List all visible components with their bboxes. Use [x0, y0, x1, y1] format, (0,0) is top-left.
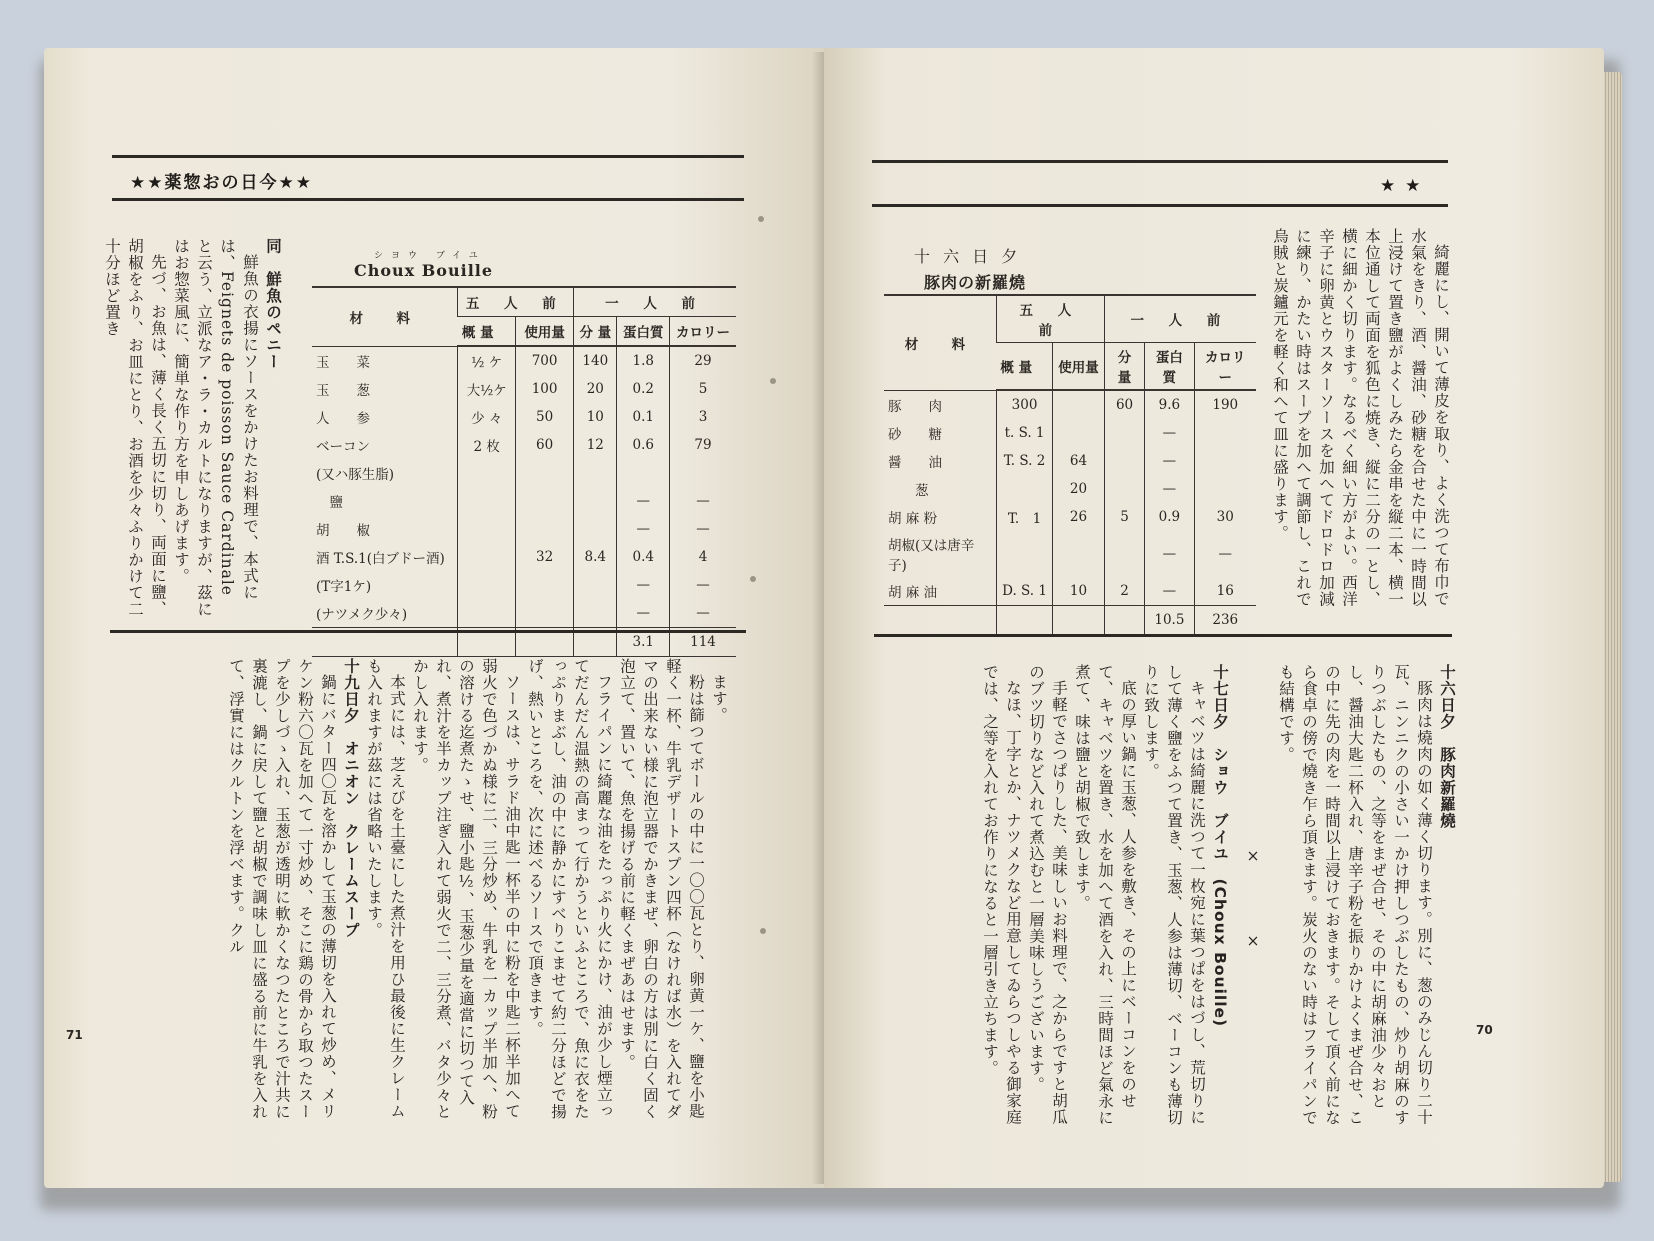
table-cell: — — [1145, 419, 1194, 447]
table-cell — [1104, 447, 1144, 475]
table-cell: 玉 菜 — [316, 354, 370, 371]
table-cell: — — [617, 599, 670, 628]
table-cell: — — [617, 487, 670, 515]
paragraph: 本式には、芝えびを土臺にした煮汁を用ひ最後に生クレームも入れますが茲には省略いたします。 — [365, 658, 406, 1119]
paragraph: ソースは、サラド油中匙一杯半の中に粉を中匙二杯半加へて弱火で色づかぬ様に二、三分炒め、牛乳を一カップ半加へ、粉の溶ける迄煮たゝせ、鹽小匙½、玉葱少量を適當に切つて入れ、煮汁を半カップ注ぎ入れて弱火で二、三分煮、バタ少々とかし入れます。 — [411, 658, 521, 1120]
table-cell: 20 — [574, 375, 617, 403]
table-cell — [884, 606, 996, 635]
table-cell: D. S. 1 — [996, 577, 1052, 606]
table-cell — [996, 531, 1052, 577]
table-cell: 300 — [996, 390, 1052, 419]
staple-hole — [750, 576, 756, 582]
table-row — [312, 346, 736, 375]
table-cell: 60 — [1104, 390, 1144, 419]
table-cell — [1194, 419, 1256, 447]
table-cell: (T字1ケ) — [316, 579, 372, 595]
col-approx: 概 量 — [996, 343, 1052, 391]
table-cell — [458, 543, 516, 571]
table-cell: 236 — [1194, 606, 1256, 635]
table-cell: 26 — [1053, 503, 1105, 531]
table-cell: 0.6 — [617, 431, 670, 459]
paragraph: 豚肉は燒肉の如く薄く切ります。別に、葱のみじん切り二十瓦、ニンニクの小さい一かけ押しつぶしたもの、炒り胡麻のすりつぶしたもの、之等をまぜ合せ、その中に胡麻油少々おとし、醤油大匙二杯入れ、唐辛子粉を振りかけよくまぜ合せ、この中に先の肉を一時間以上浸けておきます。そして頂く前になら食卓の傍で燒き乍ら頂きます。炭火のない時はフライパンでも結構です。 — [1277, 664, 1433, 1126]
table-cell — [996, 606, 1052, 635]
col-one-serving: 一 人 前 — [1104, 295, 1256, 343]
col-calorie: カロリー — [670, 317, 736, 347]
table-cell — [1053, 606, 1105, 635]
table-row — [884, 419, 1256, 447]
table-cell — [458, 459, 516, 487]
left-page — [44, 48, 824, 1188]
table-row — [884, 475, 1256, 503]
section-divider: × × — [1244, 847, 1262, 951]
table-cell: T. S. 2 — [996, 447, 1052, 475]
table-row — [312, 375, 736, 403]
col-ingredients: 材 料 — [884, 295, 996, 390]
table-cell — [1053, 419, 1105, 447]
table-cell — [1053, 531, 1105, 577]
table-cell: 少 々 — [458, 403, 516, 431]
table-cell: — — [1145, 475, 1194, 503]
paragraph: 手軽でさつぱりした、美味しいお料理で、之からですと胡瓜のブツ切りなど入れて煮込むと一層美味しうございます。 — [1027, 664, 1068, 1125]
table-cell: 3 — [670, 403, 736, 431]
table-cell — [1104, 419, 1144, 447]
table-cell: 700 — [516, 346, 574, 375]
middle-rule — [110, 630, 746, 633]
table-cell — [458, 487, 516, 515]
table-cell: 60 — [516, 431, 574, 459]
table-cell: 0.9 — [1145, 503, 1194, 531]
table-cell — [458, 599, 516, 628]
table-cell: 10 — [574, 403, 617, 431]
col-portion: 分 量 — [574, 317, 617, 347]
table-body — [884, 390, 1256, 635]
header-rule-bottom — [112, 198, 744, 201]
table-cell — [574, 459, 617, 487]
col-use: 使用量 — [516, 317, 574, 347]
table-cell: 79 — [670, 431, 736, 459]
table-cell: — — [670, 599, 736, 628]
table-title: 豚肉の新羅燒 — [924, 273, 1027, 292]
paragraph: 粉は篩つてボールの中に一〇〇瓦とり、卵黄一ケ、鹽を小匙軽く一杯、牛乳デザートスプン四杯（なければ水）を入れてダマの出来ない様に泡立器でかきまぜ、卵白の方は別に白く固く泡立て、置いて、魚を揚げる前に軽くまぜあはせます。 — [618, 658, 705, 1120]
table-row — [312, 571, 736, 599]
table-row — [312, 543, 736, 571]
page-number: 70 — [1476, 1023, 1493, 1037]
table-cell: 砂 糖 — [888, 427, 942, 443]
header-rule-top — [112, 155, 744, 158]
table-cell: 29 — [670, 346, 736, 375]
table-cell — [574, 515, 617, 543]
table-cell: 豚 肉 — [888, 398, 942, 415]
table-cell — [458, 515, 516, 543]
table-cell: T. 1 — [996, 503, 1052, 531]
table-cell: 5 — [670, 375, 736, 403]
paragraph: 鮮魚の衣揚にソースをかけたお料理で、本式には、Feignets de poisson Sauce Cardinale と云う、立派なア・ラ・カルトになりますが、茲にはお惣菜風に、簡単な作り方を申しあげます。 — [172, 238, 259, 618]
table-cell — [996, 475, 1052, 503]
table-title-ruby: シヨウ ブイユ — [374, 251, 486, 261]
table-cell: 醤 油 — [888, 455, 942, 471]
table-cell: 大½ケ — [458, 375, 516, 403]
table-cell — [1104, 475, 1144, 503]
section-heading: 十九日夕 オニオン クレームスープ — [342, 658, 360, 939]
table-cell: 30 — [1194, 503, 1256, 531]
page-header-title: ★★薬惣おの日今★★ — [130, 173, 313, 193]
col-approx: 概 量 — [458, 317, 516, 347]
col-protein: 蛋白質 — [617, 317, 670, 347]
table-cell: 葱 — [888, 483, 929, 499]
table-title: Choux Bouille — [354, 261, 494, 280]
table-cell: — — [1145, 447, 1194, 475]
table-cell: 鹽 — [316, 495, 343, 511]
table-cell: — — [1145, 531, 1194, 577]
table-cell: 3.1 — [617, 628, 670, 657]
table-cell — [574, 571, 617, 599]
section-heading: 同 鮮魚のペニー — [264, 238, 282, 370]
table-row — [884, 531, 1256, 577]
paragraph: ます。 — [710, 673, 728, 723]
table-cell: (ナツメク少々) — [316, 607, 408, 623]
table-cell: 1.8 — [617, 346, 670, 375]
table-row — [312, 459, 736, 487]
col-protein: 蛋白質 — [1145, 343, 1194, 391]
table-cell — [574, 599, 617, 628]
table-cell: 12 — [574, 431, 617, 459]
table-cell — [617, 459, 670, 487]
table-cell — [1194, 475, 1256, 503]
table-row — [884, 503, 1256, 531]
paragraph: 底の厚い鍋に玉葱、人参を敷き、その上にベーコンをのせて、キャベツを置き、水を加へて酒を入れ、三時間ほど氣永に煮て、味は鹽と胡椒で致します。 — [1073, 664, 1137, 1126]
paragraph: なほ、丁字とか、ナツメクなど用意してゐらつしやる御家庭では、之等を入れてお作りになると一層引き立ちます。 — [981, 664, 1022, 1125]
table-row — [312, 431, 736, 459]
right-page — [824, 48, 1604, 1188]
right-top-text-column — [1271, 228, 1452, 618]
table-cell — [516, 599, 574, 628]
table-cell — [516, 487, 574, 515]
header-rule-bottom — [872, 204, 1448, 207]
paragraph: 鍋にバター四〇瓦を溶かして玉葱の薄切を入れて炒め、メリケン粉六〇瓦を加へて一寸炒め、そこに鶏の骨から取つたスープを少しづゝ入れ、玉葱が透明に軟かくなつたところで汁共に裏漉し、鍋に戻して鹽と胡椒で調味し皿に盛る前に牛乳を入れて、浮實にはクルトンを浮べます。クル — [227, 658, 337, 1120]
table-cell: — — [1194, 531, 1256, 577]
table-body — [312, 346, 736, 657]
table-cell: 100 — [516, 375, 574, 403]
table-cell: 32 — [516, 543, 574, 571]
table-cell: 10.5 — [1145, 606, 1194, 635]
table-row — [884, 606, 1256, 635]
table-cell: 4 — [670, 543, 736, 571]
table-cell: 人 参 — [316, 411, 370, 427]
middle-rule — [874, 634, 1452, 637]
table-cell: 2 — [1104, 577, 1144, 606]
col-ingredients: 材 料 — [312, 287, 458, 346]
table-row — [312, 487, 736, 515]
table-cell — [574, 487, 617, 515]
left-top-text-column — [103, 238, 284, 618]
table-cell: 114 — [670, 628, 736, 657]
table-cell: (又ハ豚生脂) — [316, 467, 395, 483]
table-row — [312, 599, 736, 628]
paragraph: キャベツは綺麗に洗つて一枚宛に葉つぱをはづし、荒切りにして薄く鹽をふつて置き、玉葱、人参は薄切、ベーコンも薄切りに致します。 — [1142, 664, 1206, 1126]
table-cell: 胡 椒 — [316, 523, 370, 539]
section-heading: 十六日夕 豚肉新羅燒 — [1438, 664, 1456, 829]
table-cell: 10 — [1053, 577, 1105, 606]
table-cell — [1104, 531, 1144, 577]
table-cell: 玉 葱 — [316, 383, 370, 399]
paragraph: 先づ、お魚は、薄く長く五切に切り、両面に鹽、胡椒をふり、お皿にとり、お酒を少々ふりかけて二十分ほど置き — [103, 238, 167, 618]
table-cell: 胡椒(又は唐辛子) — [888, 538, 975, 574]
table-cell: 190 — [1194, 390, 1256, 419]
table-cell: 酒 T.S.1(白ブドー酒) — [316, 551, 445, 567]
nutrition-table — [312, 286, 736, 657]
table-cell: — — [670, 515, 736, 543]
table-cell: 5 — [1104, 503, 1144, 531]
staple-hole — [758, 216, 764, 222]
table-cell: ベーコン — [316, 439, 370, 455]
staple-hole — [770, 378, 776, 384]
page-number: 71 — [66, 1028, 83, 1042]
table-cell: 20 — [1053, 475, 1105, 503]
col-portion: 分 量 — [1104, 343, 1144, 391]
nutrition-table — [884, 294, 1256, 635]
table-cell: 140 — [574, 346, 617, 375]
table-row — [884, 390, 1256, 419]
col-calorie: カロリー — [1194, 343, 1256, 391]
table-cell: — — [1145, 577, 1194, 606]
table-cell: 16 — [1194, 577, 1256, 606]
table-cell — [1053, 390, 1105, 419]
table-cell: 胡 麻 油 — [888, 585, 938, 601]
table-row — [884, 447, 1256, 475]
col-five-servings: 五 人 前 — [996, 295, 1104, 343]
header-rule-top — [872, 160, 1448, 163]
table-row — [312, 403, 736, 431]
table-cell: — — [617, 515, 670, 543]
table-row — [884, 577, 1256, 606]
table-cell: 8.4 — [574, 543, 617, 571]
left-bottom-text-column — [110, 658, 730, 1128]
table-cell — [1104, 606, 1144, 635]
col-one-serving: 一 人 前 — [574, 287, 736, 317]
table-cell: 9.6 — [1145, 390, 1194, 419]
paragraph: 綺麗にし、開いて薄皮を取り、よく洗つて布巾で水氣をきり、酒、醤油、砂糖を合せた中に一時間以上浸けて置き鹽がよくしみたら金串を縦二本、横一本位通して両面を狐色に焼き、縦に二分の一とし、横に細かく切ります。なるべく細い方がよい。西洋辛子に卵黄とウスターソースを加へてドロドロ加減に練り、かたい時はスープを加へて調節し、これで烏賊と炭鑪元を軽く和へて皿に盛ります。 — [1271, 228, 1450, 608]
table-date: 十 六 日 夕 — [914, 247, 1022, 266]
table-cell: 0.4 — [617, 543, 670, 571]
table-cell: 胡 麻 粉 — [888, 511, 938, 527]
table-cell — [516, 515, 574, 543]
right-bottom-text-column — [874, 664, 1458, 1134]
table-cell: ½ ケ — [458, 346, 516, 375]
col-five-servings: 五 人 前 — [458, 287, 574, 317]
section-heading: 十七日夕 ショウ ブイユ (Choux Bouille) — [1211, 664, 1229, 1028]
table-cell: — — [670, 487, 736, 515]
staple-hole — [760, 928, 766, 934]
table-cell — [458, 571, 516, 599]
paragraph: フライパンに綺麗な油をたっぷり火にかけ、油が少し煙立ってだんだん温熱の高まって行かうといふところで、魚に衣をたっぷりまぶし、油の中に静かにすべりこませて約二分ほどで揚げ、熱いところを、次に述べるソースで頂きます。 — [526, 658, 613, 1120]
page-header-stars: ★ ★ — [1380, 176, 1423, 196]
table-cell: 50 — [516, 403, 574, 431]
table-cell — [516, 459, 574, 487]
table-cell: 2 枚 — [458, 431, 516, 459]
table-cell: — — [617, 571, 670, 599]
table-cell: 64 — [1053, 447, 1105, 475]
table-cell: t. S. 1 — [996, 419, 1052, 447]
table-cell: — — [670, 571, 736, 599]
table-cell: 0.1 — [617, 403, 670, 431]
table-cell — [670, 459, 736, 487]
table-cell: 0.2 — [617, 375, 670, 403]
table-row — [312, 515, 736, 543]
table-cell — [516, 571, 574, 599]
table-cell — [1194, 447, 1256, 475]
col-use: 使用量 — [1053, 343, 1105, 391]
